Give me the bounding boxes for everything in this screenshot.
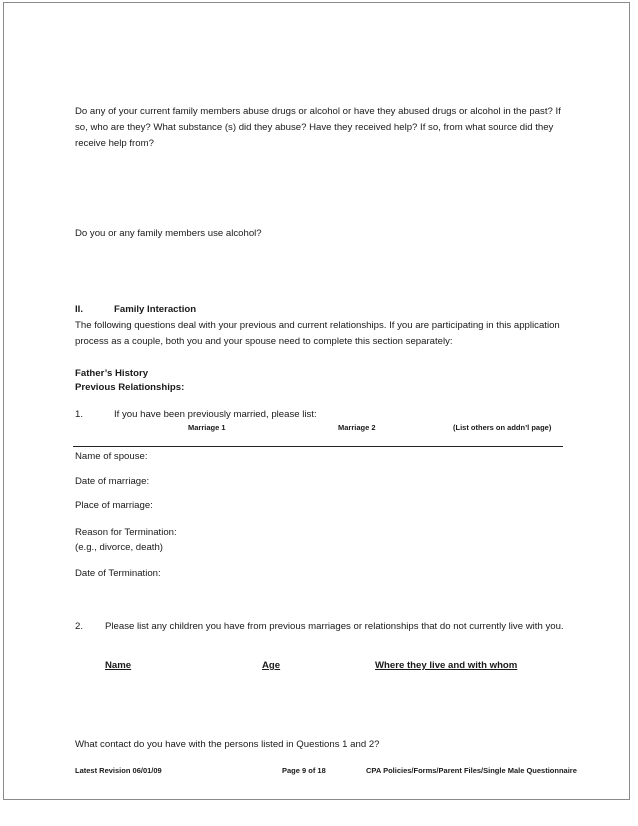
field-date-of-marriage: Date of marriage: xyxy=(75,476,150,487)
question-drug-abuse: Do any of your current family members abuse drugs or alcohol or have they abused drugs or alcohol in the past? If so, who are they? What substance (s) did they abuse? Have they received help? If so, from what source did they receive help from? xyxy=(75,106,561,149)
section-title: Family Interaction xyxy=(114,304,197,315)
col-age: Age xyxy=(262,660,281,671)
col-where-they-live: Where they live and with whom xyxy=(375,660,518,671)
table-header-rule xyxy=(73,446,563,447)
section-number: II. xyxy=(75,304,83,315)
q2-number: 2. xyxy=(75,621,84,632)
footer-revision: Latest Revision 06/01/09 xyxy=(75,766,162,775)
col-name: Name xyxy=(105,660,132,671)
footer-page-number: Page 9 of 18 xyxy=(282,766,326,775)
field-reason-example: (e.g., divorce, death) xyxy=(75,542,163,553)
section-intro: The following questions deal with your previous and current relationships. If you are participating in this application process as a couple, both you and your spouse need to complete this section separately: xyxy=(75,320,560,347)
q1-number: 1. xyxy=(75,409,84,420)
col-list-others: (List others on addn’l page) xyxy=(453,423,552,432)
field-name-of-spouse: Name of spouse: xyxy=(75,451,148,462)
q1-text: If you have been previously married, please list: xyxy=(114,409,317,420)
field-reason-termination: Reason for Termination: xyxy=(75,527,177,538)
fathers-history-heading: Father’s History xyxy=(75,368,149,379)
col-marriage-2: Marriage 2 xyxy=(338,423,376,432)
field-place-of-marriage: Place of marriage: xyxy=(75,500,153,511)
question-alcohol-use: Do you or any family members use alcohol? xyxy=(75,228,262,239)
question-contact: What contact do you have with the persons listed in Questions 1 and 2? xyxy=(75,739,380,750)
col-marriage-1: Marriage 1 xyxy=(188,423,226,432)
footer-file-path: CPA Policies/Forms/Parent Files/Single Male Questionnaire xyxy=(366,766,577,775)
field-date-termination: Date of Termination: xyxy=(75,568,161,579)
q2-text: Please list any children you have from previous marriages or relationships that do not currently live with you. xyxy=(105,621,564,632)
previous-relationships-heading: Previous Relationships: xyxy=(75,382,185,393)
